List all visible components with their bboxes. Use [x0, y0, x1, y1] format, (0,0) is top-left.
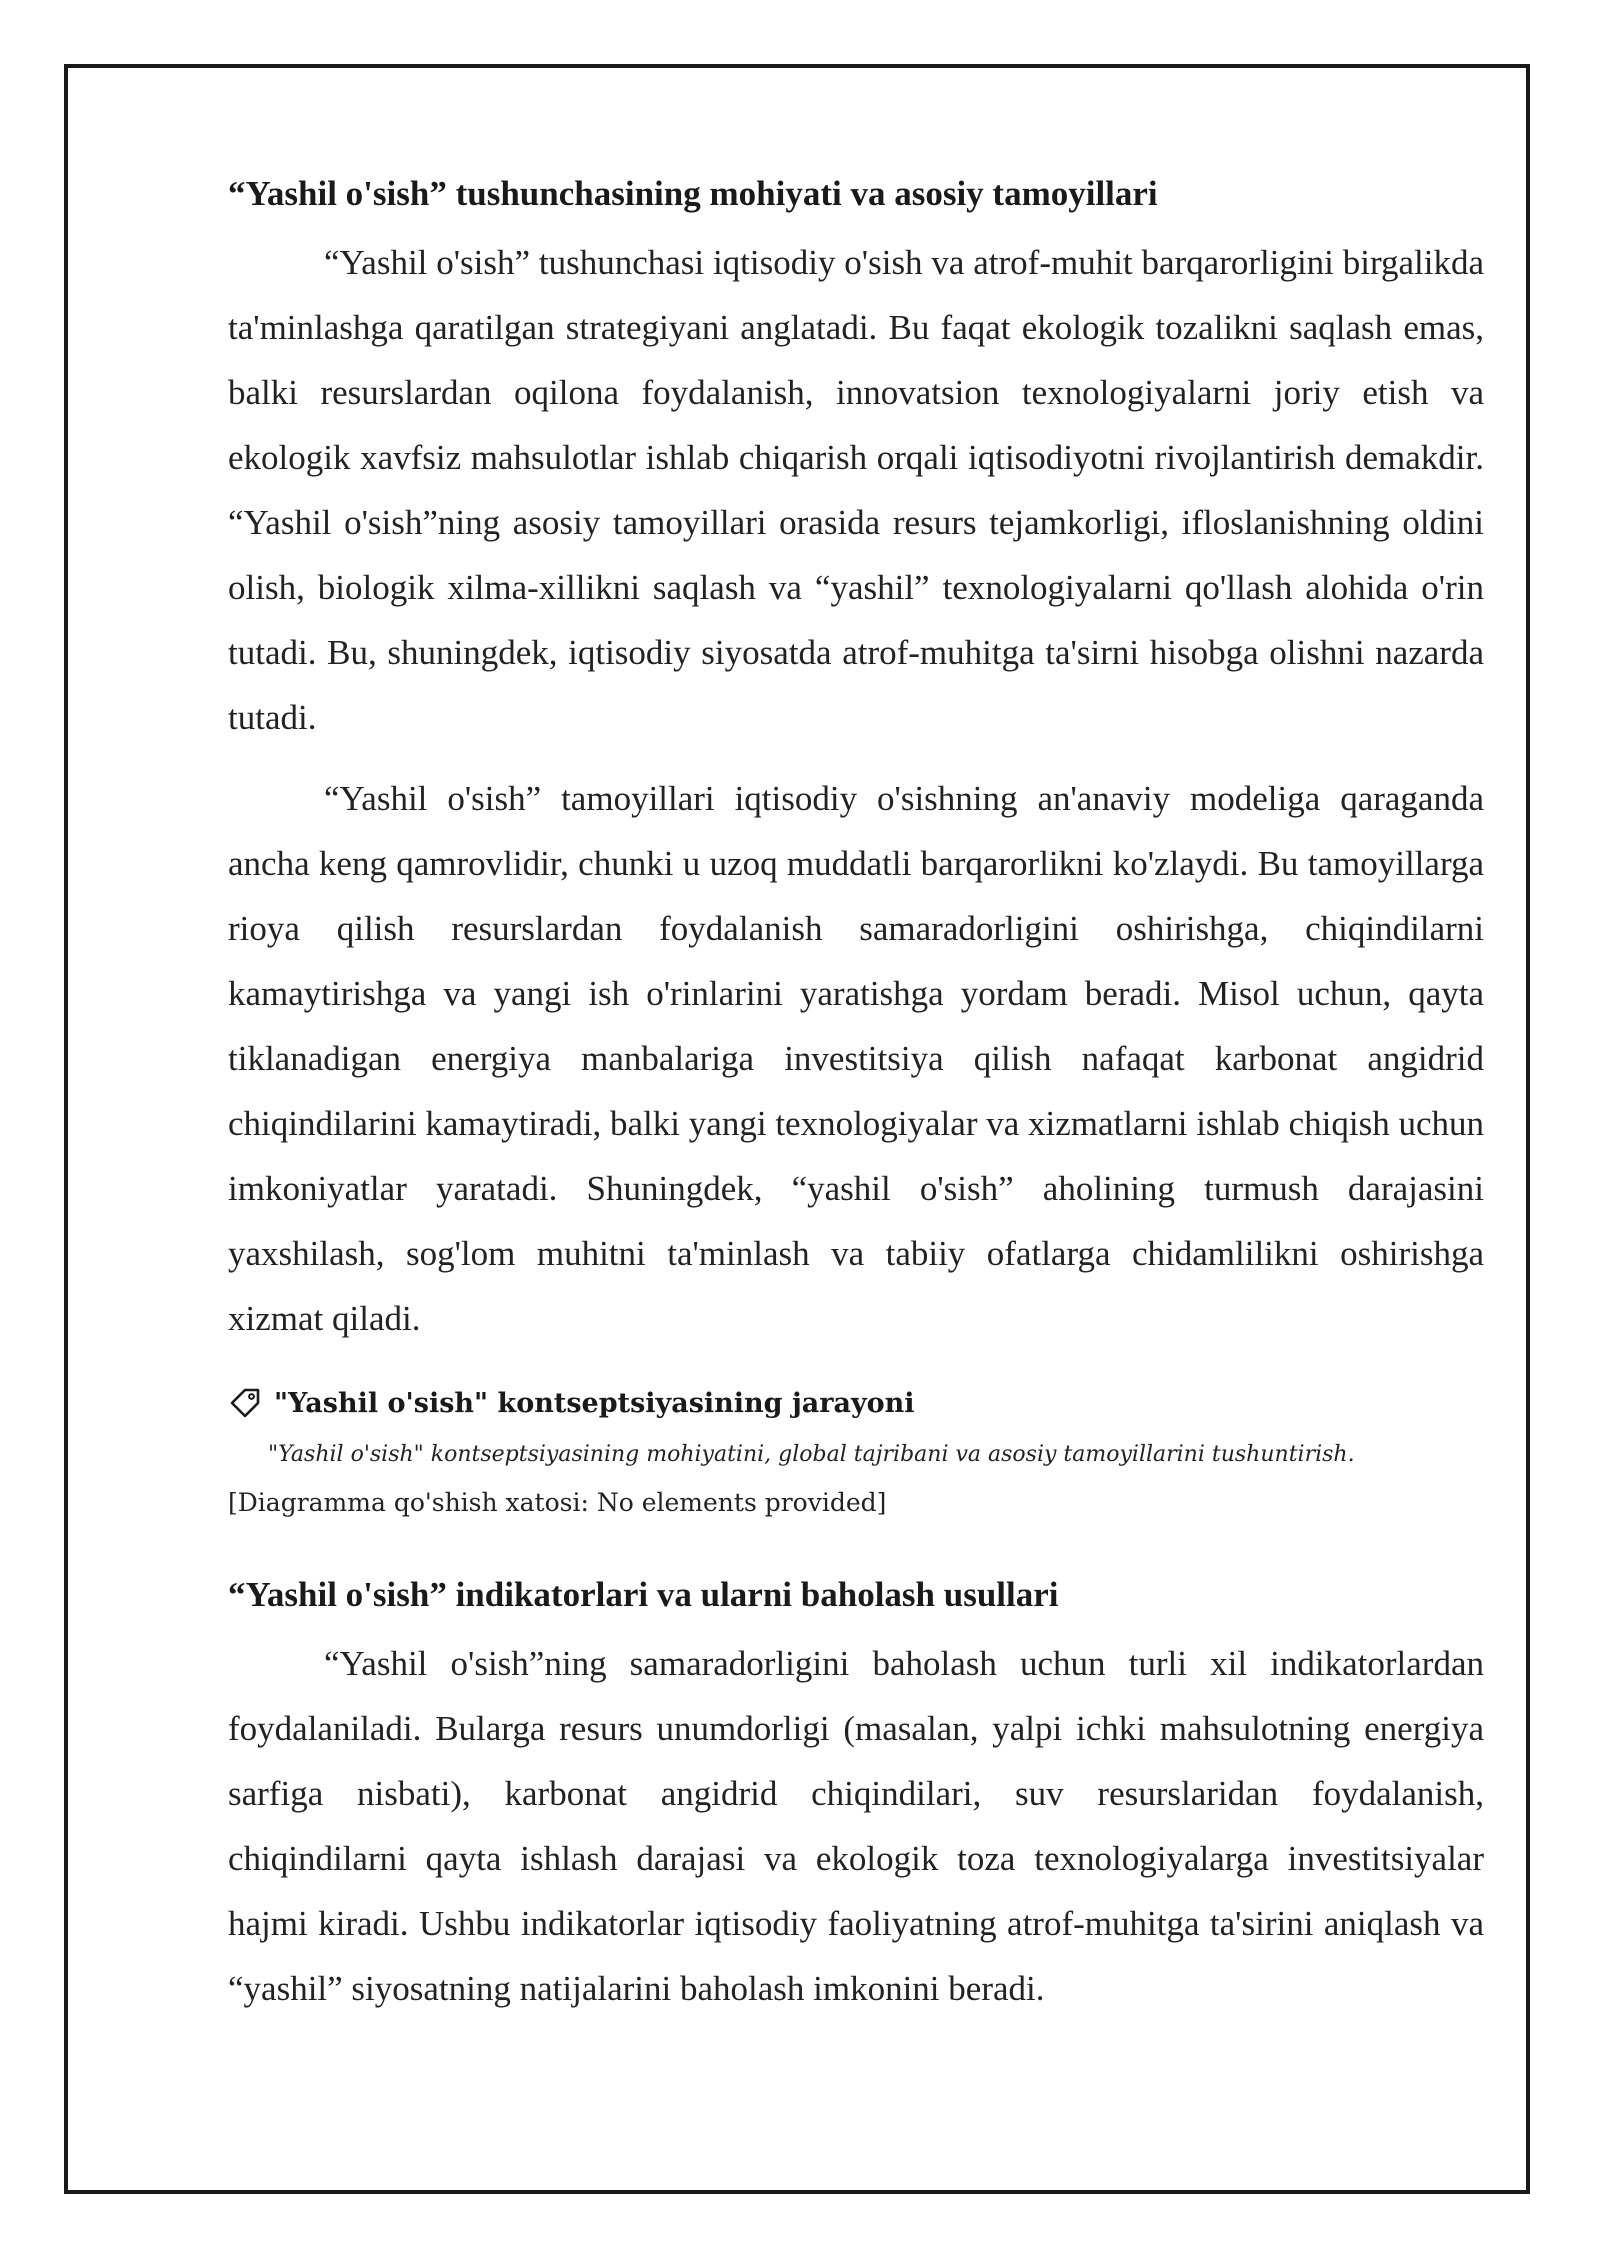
- diagram-error-message: [Diagramma qo'shish xatosi: No elements provided]: [228, 1488, 887, 1517]
- diagram-title: "Yashil o'sish" kontseptsiyasining jarayoni: [274, 1387, 915, 1419]
- body-paragraph: “Yashil o'sish” tushunchasi iqtisodiy o'sish va atrof-muhit barqarorligini birgalikda ta'minlashga qaratilgan strategiyani anglatadi. Bu faqat ekologik tozalikni saqlash emas, balki resurslardan oqilona foydalanish, innovatsion texnologiyalarni joriy etish va ekologik xavfsiz mahsulotlar ishlab chiqarish orqali iqtisodiyotni rivojlantirish demakdir. “Yashil o'sish”ning asosiy tamoyillari orasida resurs tejamkorligi, ifloslanishning oldini olish, biologik xilma-xillikni saqlash va “yashil” texnologiyalarni qo'llash alohida o'rin tutadi. Bu, shuningdek, iqtisodiy siyosatda atrof-muhitga ta'sirni hisobga olishni nazarda tutadi.: [228, 243, 1484, 737]
- section-heading: “Yashil o'sish” indikatorlari va ularni baholash usullari: [228, 1575, 1059, 1614]
- document-content: [228, 170, 1484, 2037]
- diagram-subtitle: "Yashil o'sish" kontseptsiyasining mohiyatini, global tajribani va asosiy tamoyillarini tushuntirish.: [268, 1442, 1355, 1467]
- body-paragraph: “Yashil o'sish”ning samaradorligini baholash uchun turli xil indikatorlardan foydalaniladi. Bularga resurs unumdorligi (masalan, yalpi ichki mahsulotning energiya sarfiga nisbati), karbonat angidrid chiqindilari, suv resurslaridan foydalanish, chiqindilarni qayta ishlash darajasi va ekologik toza texnologiyalarga investitsiyalar hajmi kiradi. Ushbu indikatorlar iqtisodiy faoliyatning atrof-muhitga ta'sirini aniqlash va “yashil” siyosatning natijalarini baholash imkonini beradi.: [228, 1644, 1484, 2008]
- section-heading: “Yashil o'sish” tushunchasining mohiyati va asosiy tamoyillari: [228, 174, 1158, 213]
- body-paragraph: “Yashil o'sish” tamoyillari iqtisodiy o'sishning an'anaviy modeliga qaraganda ancha keng qamrovlidir, chunki u uzoq muddatli barqarorlikni ko'zlaydi. Bu tamoyillarga rioya qilish resurslardan foydalanish samaradorligini oshirishga, chiqindilarni kamaytirishga va yangi ish o'rinlarini yaratishga yordam beradi. Misol uchun, qayta tiklanadigan energiya manbalariga investitsiya qilish nafaqat karbonat angidrid chiqindilarini kamaytiradi, balki yangi texnologiyalar va xizmatlarni ishlab chiqish uchun imkoniyatlar yaratadi. Shuningdek, “yashil o'sish” aholining turmush darajasini yaxshilash, sog'lom muhitni ta'minlash va tabiiy ofatlarga chidamlilikni oshirishga xizmat qiladi.: [228, 779, 1484, 1338]
- tag-icon: [228, 1386, 262, 1420]
- diagram-header: [228, 1383, 1484, 1423]
- diagram-block: [228, 1383, 1484, 1523]
- section-block: [228, 1571, 1484, 2021]
